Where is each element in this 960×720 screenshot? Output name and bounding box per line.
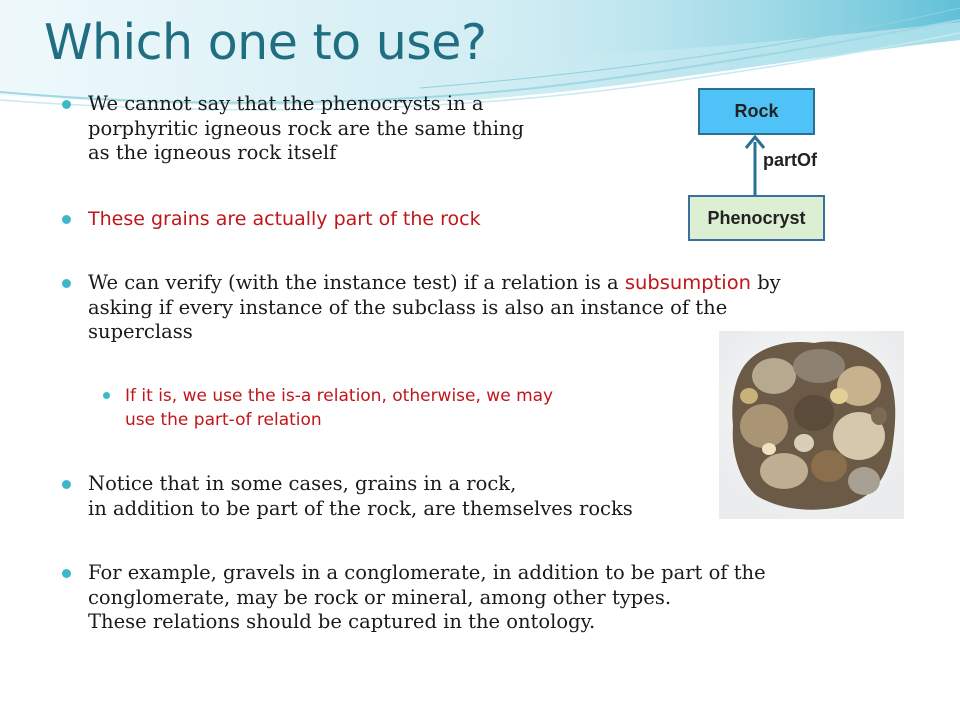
bullet-text-line: These relations should be captured in the ontology.: [88, 610, 596, 633]
bullet-text-line: superclass: [88, 320, 193, 343]
bullet-text-line: For example, gravels in a conglomerate, in addition to be part of the: [88, 561, 766, 584]
bullet-text-line: asking if every instance of the subclass is also an instance of the: [88, 295, 728, 319]
bullet-text-part: We can verify (with the instance test) if a relation is a: [88, 271, 625, 294]
sub-bullet-dot-icon: [103, 392, 110, 399]
sub-bullet-is-a: [125, 384, 553, 432]
bullet-text-line: These grains are actually part of the rock: [88, 208, 481, 230]
bullet-text-line: conglomerate, may be rock or mineral, among other types.: [88, 585, 672, 609]
bullet-grains-rocks: [88, 472, 633, 521]
bullet-text-line: porphyritic igneous rock are the same thing: [88, 116, 525, 140]
rock-node: Rock: [698, 88, 815, 135]
relation-label: partOf: [763, 150, 817, 170]
bullet-text-line: Notice that in some cases, grains in a rock,: [88, 472, 517, 495]
bullet-text-line: If it is, we use the is-a relation, otherwise, we may: [125, 386, 554, 406]
bullet-text-part: by: [751, 271, 781, 294]
bullet-instance-test: [88, 271, 781, 345]
bullet-phenocrysts: [88, 92, 524, 166]
bullet-text-line: [88, 271, 781, 296]
subsumption-highlight: subsumption: [624, 271, 751, 294]
phenocryst-node: Phenocryst: [688, 195, 825, 241]
slide-title: Which one to use?: [44, 14, 487, 71]
bullet-text-line: as the igneous rock itself: [88, 141, 337, 164]
bullet-text-line: use the part-of relation: [125, 410, 322, 430]
bullet-part-of-rock: [88, 207, 481, 232]
bullet-dot-icon: [62, 215, 71, 224]
bullet-conglomerate: [88, 561, 766, 635]
bullet-text-line: We cannot say that the phenocrysts in a: [88, 92, 484, 115]
bullet-dot-icon: [62, 100, 71, 109]
bullet-text-line: in addition to be part of the rock, are themselves rocks: [88, 496, 633, 520]
conglomerate-rock-photo: [719, 331, 904, 519]
bullet-dot-icon: [62, 480, 71, 489]
bullet-dot-icon: [62, 279, 71, 288]
bullet-dot-icon: [62, 569, 71, 578]
